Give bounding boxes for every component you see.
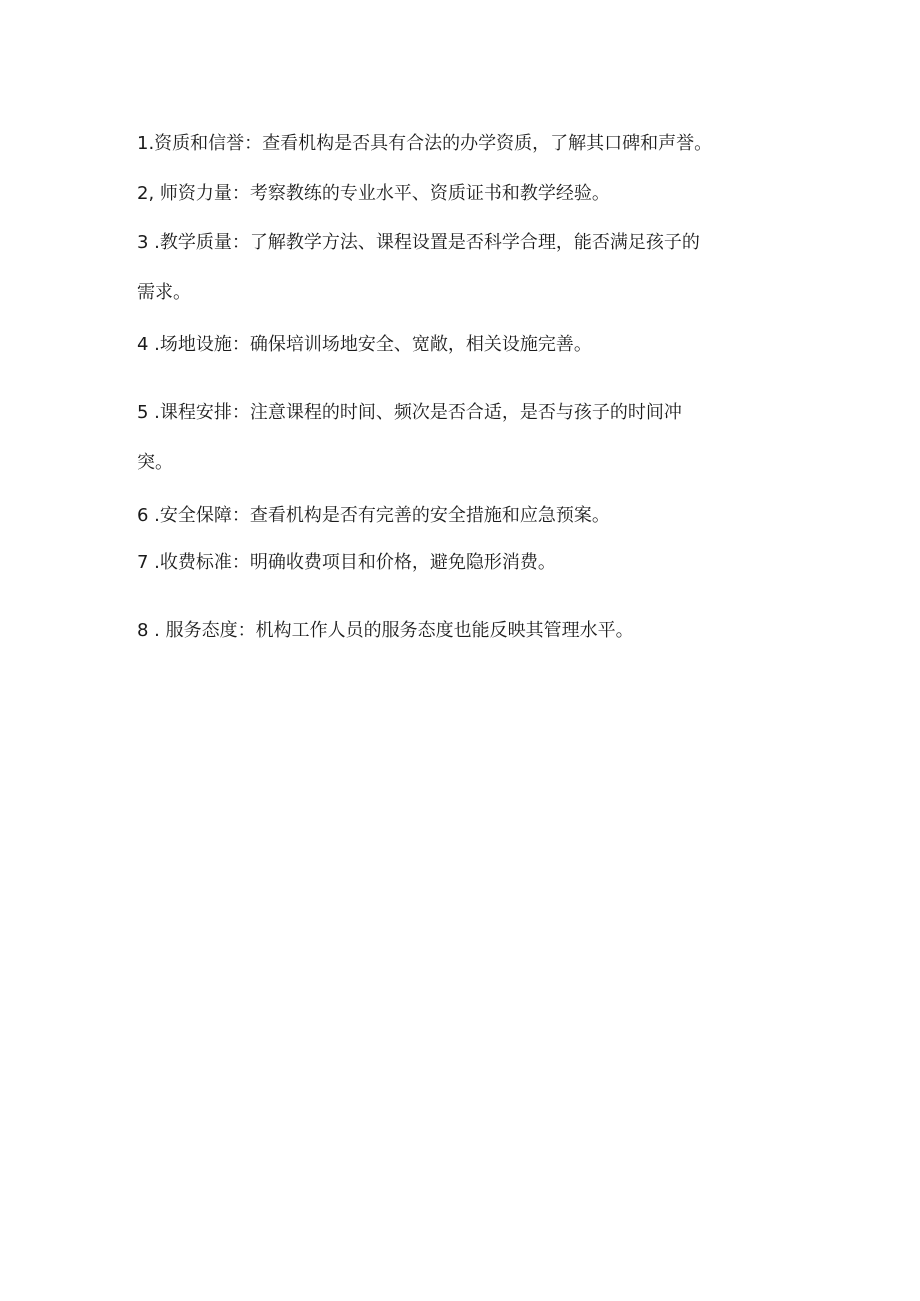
item-4-line-1: 4 .场地设施：确保培训场地安全、宽敞，相关设施完善。 — [137, 334, 592, 355]
item-3-line-1: 3 .教学质量：了解教学方法、课程设置是否科学合理，能否满足孩子的 — [137, 232, 700, 253]
item-5-line-1: 5 .课程安排：注意课程的时间、频次是否合适，是否与孩子的时间冲 — [137, 402, 682, 423]
item-1-line-1: 1.资质和信誉：查看机构是否具有合法的办学资质，了解其口碑和声誉。 — [137, 133, 713, 154]
item-3-line-2: 需求。 — [137, 282, 191, 303]
item-6-line-1: 6 .安全保障：查看机构是否有完善的安全措施和应急预案。 — [137, 505, 610, 526]
item-7-line-1: 7 .收费标准：明确收费项目和价格，避免隐形消费。 — [137, 552, 556, 573]
item-5-line-2: 突。 — [137, 452, 173, 473]
item-2-line-1: 2, 师资力量：考察教练的专业水平、资质证书和教学经验。 — [137, 183, 610, 204]
item-8-line-1: 8 . 服务态度：机构工作人员的服务态度也能反映其管理水平。 — [137, 620, 634, 641]
